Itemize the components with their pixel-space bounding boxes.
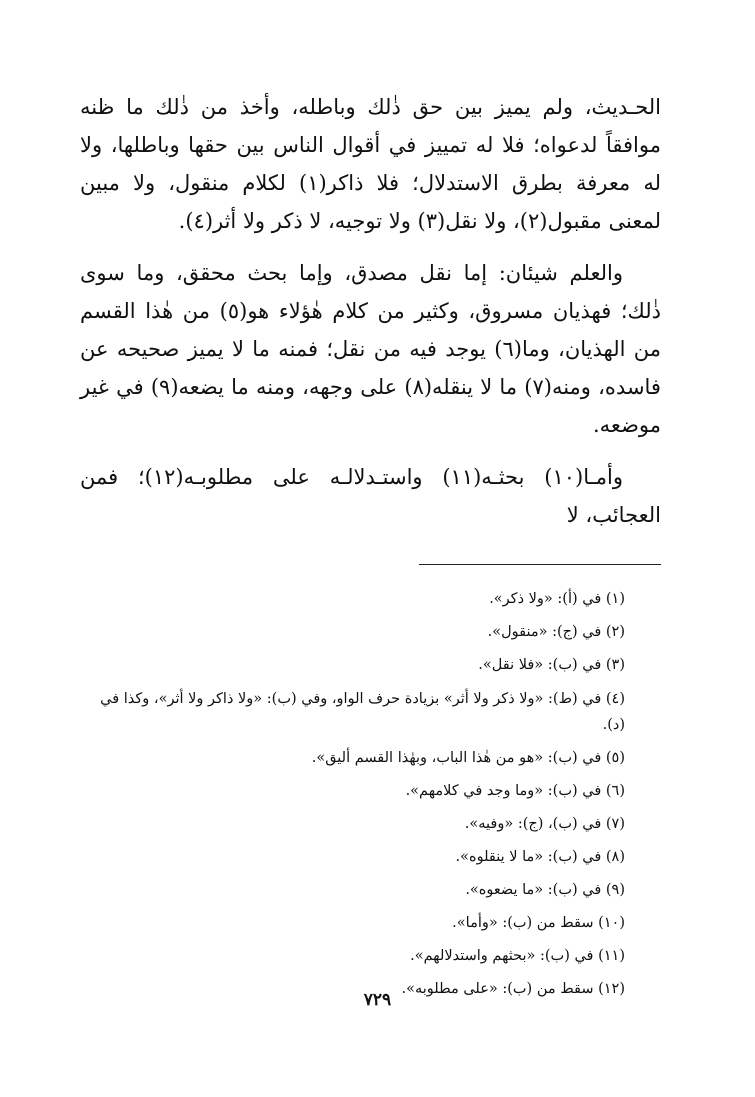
- main-text: [80, 88, 661, 534]
- paragraph-1: الحـديث، ولم يميز بين حق ذٰلك وباطله، وأخذ من ذٰلك ما ظنه موافقاً لدعواه؛ فلا له تمييز في أقوال الناس بين حقها وباطلها، ولا له معرفة بطرق الاستدلال؛ فلا ذاكر(١) لكلام منقول، ولا مبين لمعنى مقبول(٢)، ولا نقل(٣) ولا توجيه، لا ذكر ولا أثر(٤).: [80, 95, 661, 233]
- footnote: (٨) في (ب): «ما لا ينقلوه».: [455, 849, 625, 865]
- footnote: (١٠) سقط من (ب): «وأما».: [452, 915, 625, 931]
- footnote-separator: [419, 564, 661, 565]
- footnote: (٤) في (ط): «ولا ذكر ولا أثر» بزيادة حرف الواو، وفي (ب): «ولا ذاكر ولا أثر»، وكذا في (د).: [100, 691, 625, 733]
- footnote: (٦) في (ب): «وما وجد في كلامهم».: [405, 783, 625, 799]
- footnote: (٩) في (ب): «ما يضعوه».: [465, 882, 625, 898]
- footnote: (٣) في (ب): «فلا نقل».: [478, 657, 625, 673]
- footnotes: [80, 583, 661, 1006]
- page-number: ٧٢٩: [363, 990, 392, 1010]
- footnote: (٢) في (ج): «منقول».: [487, 624, 625, 640]
- footnote: (١٢) سقط من (ب): «على مطلوبه».: [401, 981, 625, 997]
- paragraph-3: وأمـا(١٠) بحثـه(١١) واستـدلالـه على مطلوبـه(١٢)؛ فمن العجائب، لا: [80, 465, 661, 527]
- footnote: (٥) في (ب): «هو من هٰذا الباب، وبهٰذا القسم أليق».: [311, 750, 625, 766]
- paragraph-2: والعلم شيئان: إما نقل مصدق، وإما بحث محقق، وما سوى ذٰلك؛ فهذيان مسروق، وكثير من كلام هٰؤلاء هو(٥) من هٰذا القسم من الهذيان، وما(٦) يوجد فيه من نقل؛ فمنه ما لا يميز صحيحه عن فاسده، ومنه(٧) ما لا ينقله(٨) على وجهه، ومنه ما يضعه(٩) في غير موضعه.: [80, 261, 662, 437]
- footnote: (٧) في (ب)، (ج): «وفيه».: [464, 816, 625, 832]
- footnote: (١١) في (ب): «بحثهم واستدلالهم».: [410, 948, 625, 964]
- footnote: (١) في (أ): «ولا ذكر».: [489, 591, 625, 607]
